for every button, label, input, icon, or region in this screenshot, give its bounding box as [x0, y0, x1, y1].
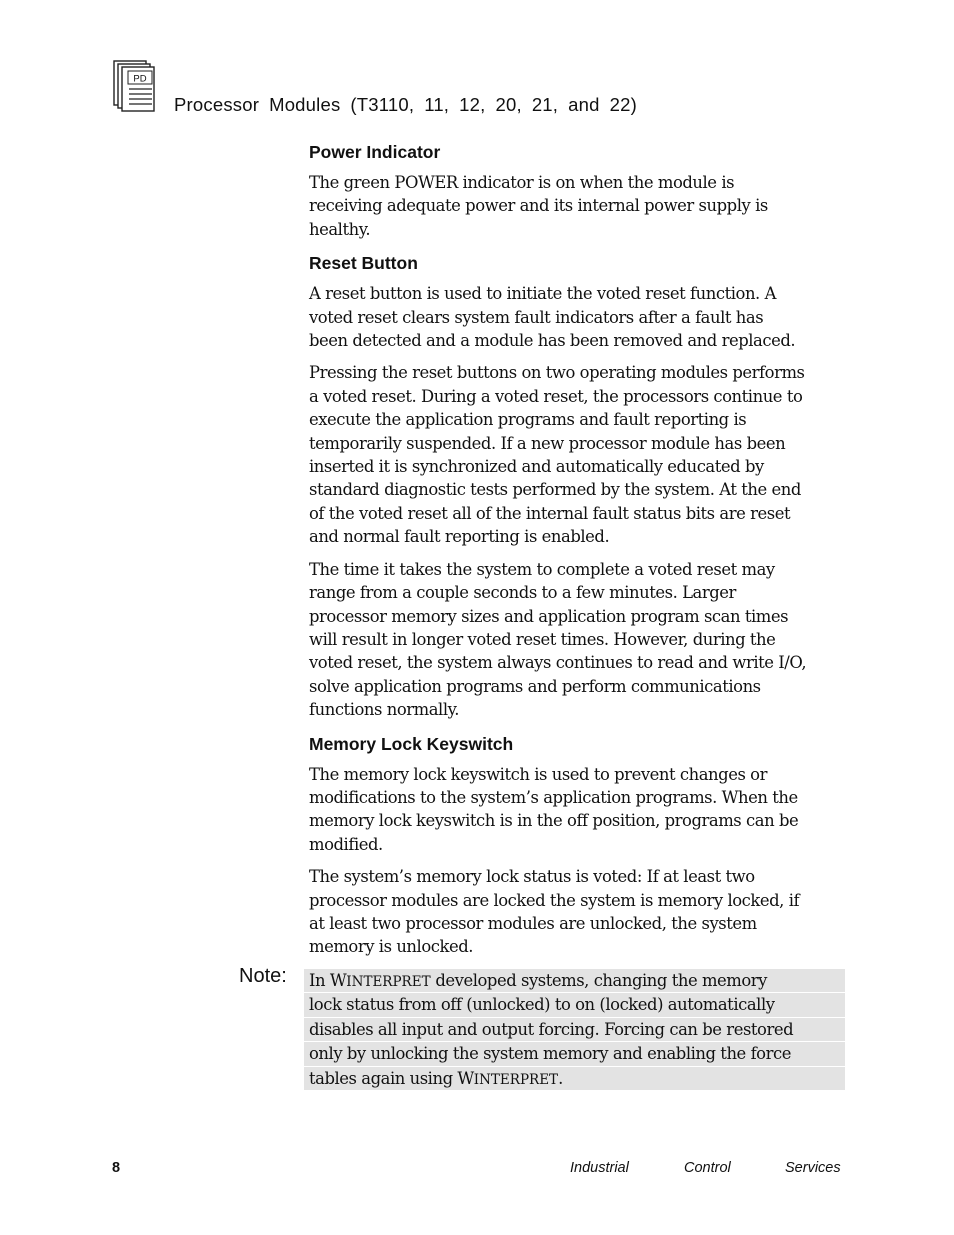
note-box — [304, 969, 845, 1091]
text-line: The system’s memory lock status is voted: If at least two — [309, 867, 755, 887]
text-line: of the voted reset all of the internal fault status bits are reset — [309, 503, 791, 523]
page-number: 8 — [112, 1160, 121, 1176]
footer-org-word: Services — [785, 1160, 841, 1176]
note-line — [304, 1067, 845, 1091]
text-line: functions normally. — [309, 700, 460, 720]
text-line: inserted it is synchronized and automatically educated by — [309, 457, 764, 477]
running-header-title — [174, 94, 637, 116]
text-line: temporarily suspended. If a new processor module has been — [309, 433, 786, 453]
header-word: and — [568, 94, 600, 115]
note-text: tables again using W — [309, 1068, 474, 1088]
header-word: 11, — [424, 94, 450, 115]
header-word: (T3110, — [350, 94, 415, 115]
pd-icon-letters: PD — [133, 73, 147, 85]
pd-document-stack-icon — [113, 60, 155, 112]
text-line: range from a couple seconds to a few minutes. Larger — [309, 583, 736, 603]
section-heading: Power Indicator — [309, 142, 441, 162]
paragraph — [309, 282, 849, 352]
text-line: A reset button is used to initiate the voted reset function. A — [309, 284, 776, 304]
text-line: solve application programs and perform communications — [309, 676, 761, 696]
text-line: standard diagnostic tests performed by the system. At the end — [309, 480, 801, 500]
text-line: receiving adequate power and its internal power supply is — [309, 196, 768, 216]
paragraph — [309, 361, 849, 548]
paragraph — [309, 171, 849, 241]
note-smallcaps: INTERPRET — [346, 974, 431, 990]
note-text: . — [558, 1068, 563, 1088]
text-line: processor memory sizes and application program scan times — [309, 606, 789, 626]
text-line: voted reset clears system fault indicators after a fault has — [309, 307, 764, 327]
paragraph — [309, 763, 849, 857]
text-line: The time it takes the system to complete a voted reset may — [309, 559, 775, 579]
text-line: The green POWER indicator is on when the module is — [309, 173, 735, 192]
note-line — [304, 969, 845, 993]
text-line: memory is unlocked. — [309, 937, 474, 957]
text-line: a voted reset. During a voted reset, the processors continue to — [309, 386, 803, 406]
text-line: at least two processor modules are unlocked, the system — [309, 913, 757, 933]
section-heading: Memory Lock Keyswitch — [309, 733, 514, 754]
note-text: developed systems, changing the memory — [430, 971, 767, 990]
text-line: and normal fault reporting is enabled. — [309, 527, 610, 547]
header-word: Processor — [174, 94, 260, 115]
text-line: modified. — [309, 834, 383, 854]
header-word: 22) — [609, 94, 637, 115]
header-word: 20, — [495, 94, 522, 115]
header-word: 12, — [459, 94, 486, 115]
header-word: Modules — [269, 94, 341, 115]
paragraph — [309, 558, 849, 722]
note-line: only by unlocking the system memory and enabling the force — [304, 1042, 845, 1066]
text-line: processor modules are locked the system is memory locked, if — [309, 890, 800, 910]
text-line: modifications to the system’s application programs. When the — [309, 787, 798, 807]
note-smallcaps: INTERPRET — [473, 1071, 559, 1088]
paragraph — [309, 865, 849, 959]
note-text: In W — [309, 971, 347, 990]
text-line: execute the application programs and fault reporting is — [309, 410, 747, 430]
header-word: 21, — [531, 94, 559, 115]
text-line: The memory lock keyswitch is used to prevent changes or — [309, 764, 767, 784]
text-line: will result in longer voted reset times. However, during the — [309, 629, 776, 649]
footer-org-word: Industrial — [570, 1160, 629, 1176]
body-content — [309, 139, 849, 968]
section-heading: Reset Button — [309, 253, 418, 274]
text-line: memory lock keyswitch is in the off position, programs can be — [309, 811, 799, 831]
text-line: Pressing the reset buttons on two operating modules performs — [309, 363, 805, 383]
note-line: lock status from off (unlocked) to on (locked) automatically — [304, 993, 845, 1017]
text-line: voted reset, the system always continues to read and write I/O, — [309, 653, 807, 673]
note-line: disables all input and output forcing. Forcing can be restored — [304, 1018, 845, 1042]
note-label: Note: — [239, 965, 287, 987]
text-line: been detected and a module has been removed and replaced. — [309, 331, 796, 351]
text-line: healthy. — [309, 219, 371, 239]
footer-org-word: Control — [684, 1160, 731, 1176]
